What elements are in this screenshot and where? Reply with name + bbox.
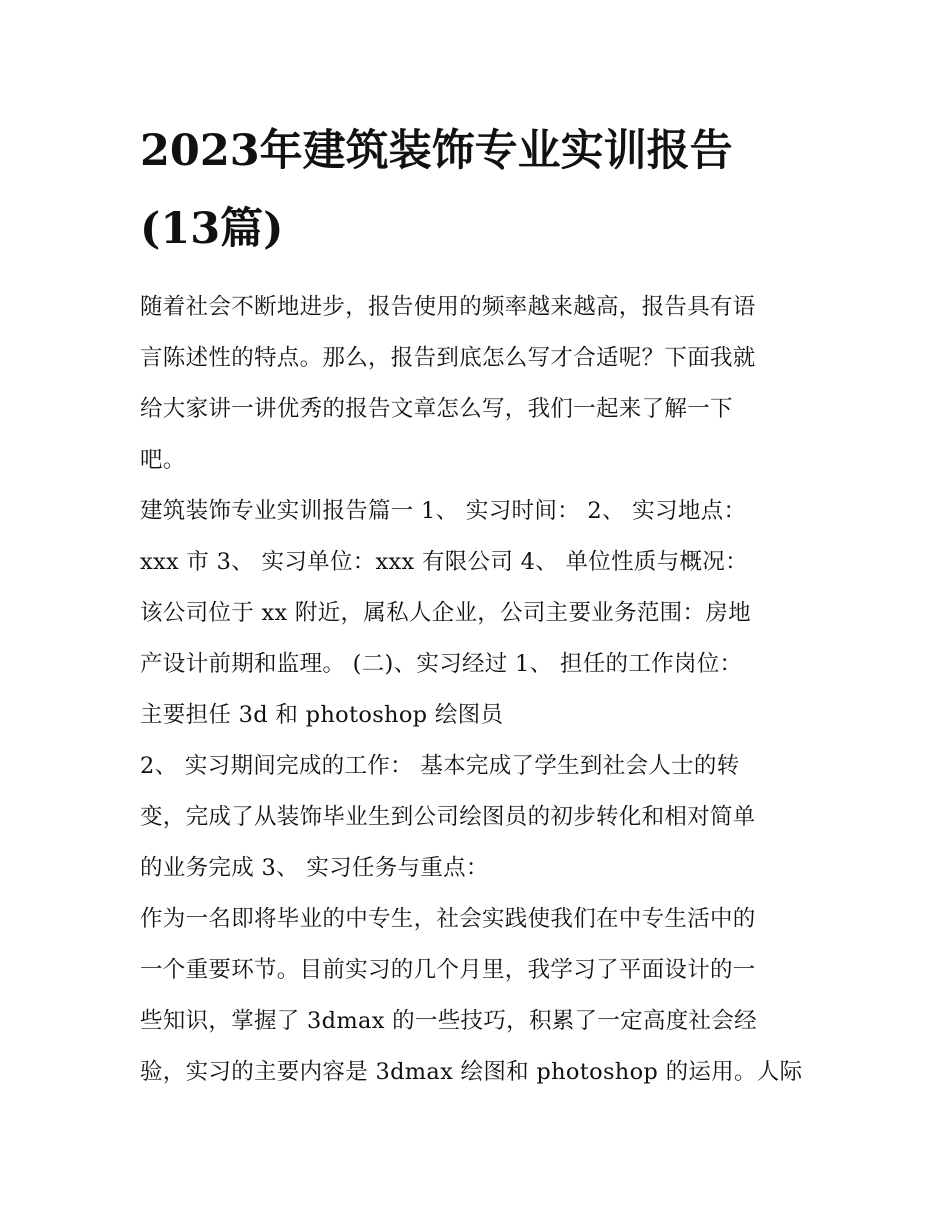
text-line: 言陈述性的特点。那么，报告到底怎么写才合适呢？下面我就 [140, 345, 756, 371]
title-line: (13篇) [140, 204, 284, 254]
text-line: 一个重要环节。目前实习的几个月里，我学习了平面设计的一 [140, 957, 756, 983]
text-line: 该公司位于 xx 附近，属私人企业，公司主要业务范围：房地 [140, 600, 751, 626]
text-line: 建筑装饰专业实训报告篇一 1、 实习时间： 2、 实习地点： [140, 498, 747, 524]
text-line: 作为一名即将毕业的中专生，社会实践使我们在中专生活中的 [140, 906, 756, 932]
text-line: xxx 市 3、 实习单位：xxx 有限公司 4、 单位性质与概况： [140, 549, 748, 575]
intro-paragraph [140, 282, 820, 486]
work-completed-paragraph [140, 741, 820, 894]
text-line: 的业务完成 3、 实习任务与重点： [140, 855, 489, 881]
text-line: 验，实习的主要内容是 3dmax 绘图和 photoshop 的运用。人际 [140, 1059, 803, 1085]
text-line: 些知识，掌握了 3dmax 的一些技巧，积累了一定高度社会经 [140, 1008, 757, 1034]
title-line: 2023年建筑装饰专业实训报告 [140, 126, 733, 176]
document-page [140, 112, 820, 1098]
section-one-paragraph [140, 486, 820, 741]
text-line: 随着社会不断地进步，报告使用的频率越来越高，报告具有语 [140, 294, 756, 320]
text-line: 2、 实习期间完成的工作： 基本完成了学生到社会人士的转 [140, 753, 740, 779]
text-line: 主要担任 3d 和 photoshop 绘图员 [140, 702, 504, 728]
text-line: 吧。 [140, 447, 186, 473]
text-line: 产设计前期和监理。 (二)、实习经过 1、 担任的工作岗位： [140, 651, 743, 677]
text-line: 变，完成了从装饰毕业生到公司绘图员的初步转化和相对简单 [140, 804, 756, 830]
text-line: 给大家讲一讲优秀的报告文章怎么写，我们一起来了解一下 [140, 396, 733, 422]
document-title [140, 112, 820, 268]
reflection-paragraph [140, 894, 820, 1098]
